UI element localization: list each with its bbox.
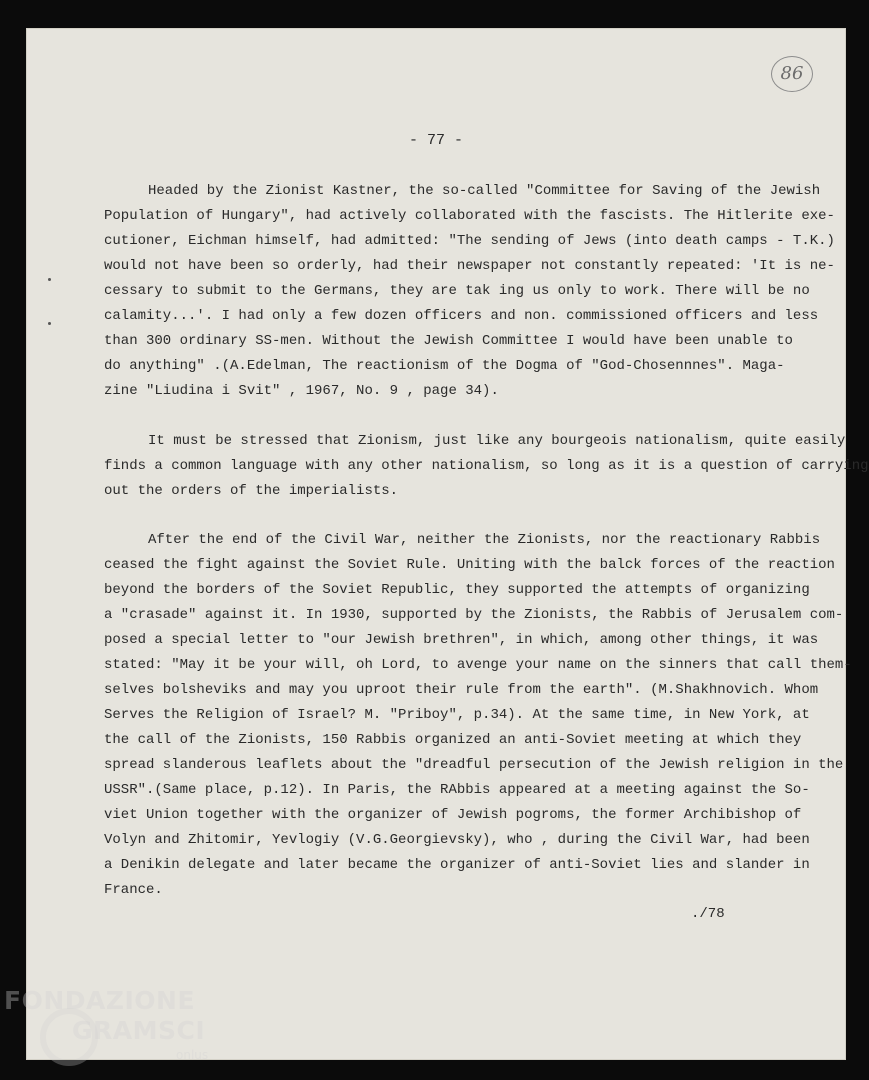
text-line: posed a special letter to "our Jewish brethren", in which, among other things, it was	[104, 632, 819, 648]
text-line: finds a common language with any other nationalism, so long as it is a question of carrying	[104, 458, 869, 474]
paragraph-1	[104, 179, 835, 404]
watermark-line-1: FONDAZIONE	[4, 986, 196, 1015]
text-line: Volyn and Zhitomir, Yevlogiy (V.G.Georgievsky), who , during the Civil War, had been	[104, 832, 810, 848]
continuation-marker: ./78	[691, 906, 725, 922]
text-line: beyond the borders of the Soviet Republic, they supported the attempts of organizing	[104, 582, 810, 598]
margin-dot	[48, 278, 51, 281]
text-line: Headed by the Zionist Kastner, the so-called "Committee for Saving of the Jewish	[148, 183, 821, 199]
text-line: France.	[104, 882, 163, 898]
margin-dot	[48, 322, 51, 325]
text-line: Population of Hungary", had actively collaborated with the fascists. The Hitlerite exe-	[104, 208, 835, 224]
text-line: than 300 ordinary SS-men. Without the Jewish Committee I would have been unable to	[104, 333, 793, 349]
paragraph-3	[104, 528, 852, 903]
watermark-line-3: onlus	[176, 1048, 209, 1062]
text-line: selves bolsheviks and may you uproot their rule from the earth". (M.Shakhnovich. Whom	[104, 682, 819, 698]
document-page	[26, 28, 869, 1060]
text-line: the call of the Zionists, 150 Rabbis organized an anti-Soviet meeting at which they	[104, 732, 802, 748]
text-line: do anything" .(A.Edelman, The reactionism of the Dogma of "God-Chosennnes". Maga-	[104, 358, 785, 374]
text-line: cutioner, Eichman himself, had admitted: "The sending of Jews (into death camps - T.K.)	[104, 233, 835, 249]
text-line: USSR".(Same place, p.12). In Paris, the RAbbis appeared at a meeting against the So-	[104, 782, 810, 798]
text-line: stated: "May it be your will, oh Lord, to avenge your name on the sinners that call them-	[104, 657, 852, 673]
watermark-line-2: GRAMSCI	[72, 1016, 206, 1045]
text-line: It must be stressed that Zionism, just like any bourgeois nationalism, quite easily	[148, 433, 846, 449]
paragraph-2	[104, 429, 869, 504]
page-header: - 77 -	[408, 132, 463, 149]
text-line: Serves the Religion of Israel? M. "Priboy", p.34). At the same time, in New York, at	[104, 707, 810, 723]
text-line: After the end of the Civil War, neither the Zionists, nor the reactionary Rabbis	[148, 532, 821, 548]
archive-watermark	[4, 986, 244, 1076]
text-line: a "crasade" against it. In 1930, supported by the Zionists, the Rabbis of Jerusalem com-	[104, 607, 844, 623]
text-line: would not have been so orderly, had their newspaper not constantly repeated: 'It is ne-	[104, 258, 835, 274]
archive-page-number: 86	[771, 56, 813, 92]
text-line: zine "Liudina i Svit" , 1967, No. 9 , page 34).	[104, 383, 499, 399]
text-line: a Denikin delegate and later became the organizer of anti-Soviet lies and slander in	[104, 857, 810, 873]
text-line: out the orders of the imperialists.	[104, 483, 399, 499]
text-line: ceased the fight against the Soviet Rule. Uniting with the balck forces of the reaction	[104, 557, 835, 573]
text-line: cessary to submit to the Germans, they are tak ing us only to work. There will be no	[104, 283, 810, 299]
text-line: calamity...'. I had only a few dozen officers and non. commissioned officers and less	[104, 308, 819, 324]
text-line: spread slanderous leaflets about the "dreadful persecution of the Jewish religion in the	[104, 757, 844, 773]
text-line: viet Union together with the organizer of Jewish pogroms, the former Archibishop of	[104, 807, 802, 823]
